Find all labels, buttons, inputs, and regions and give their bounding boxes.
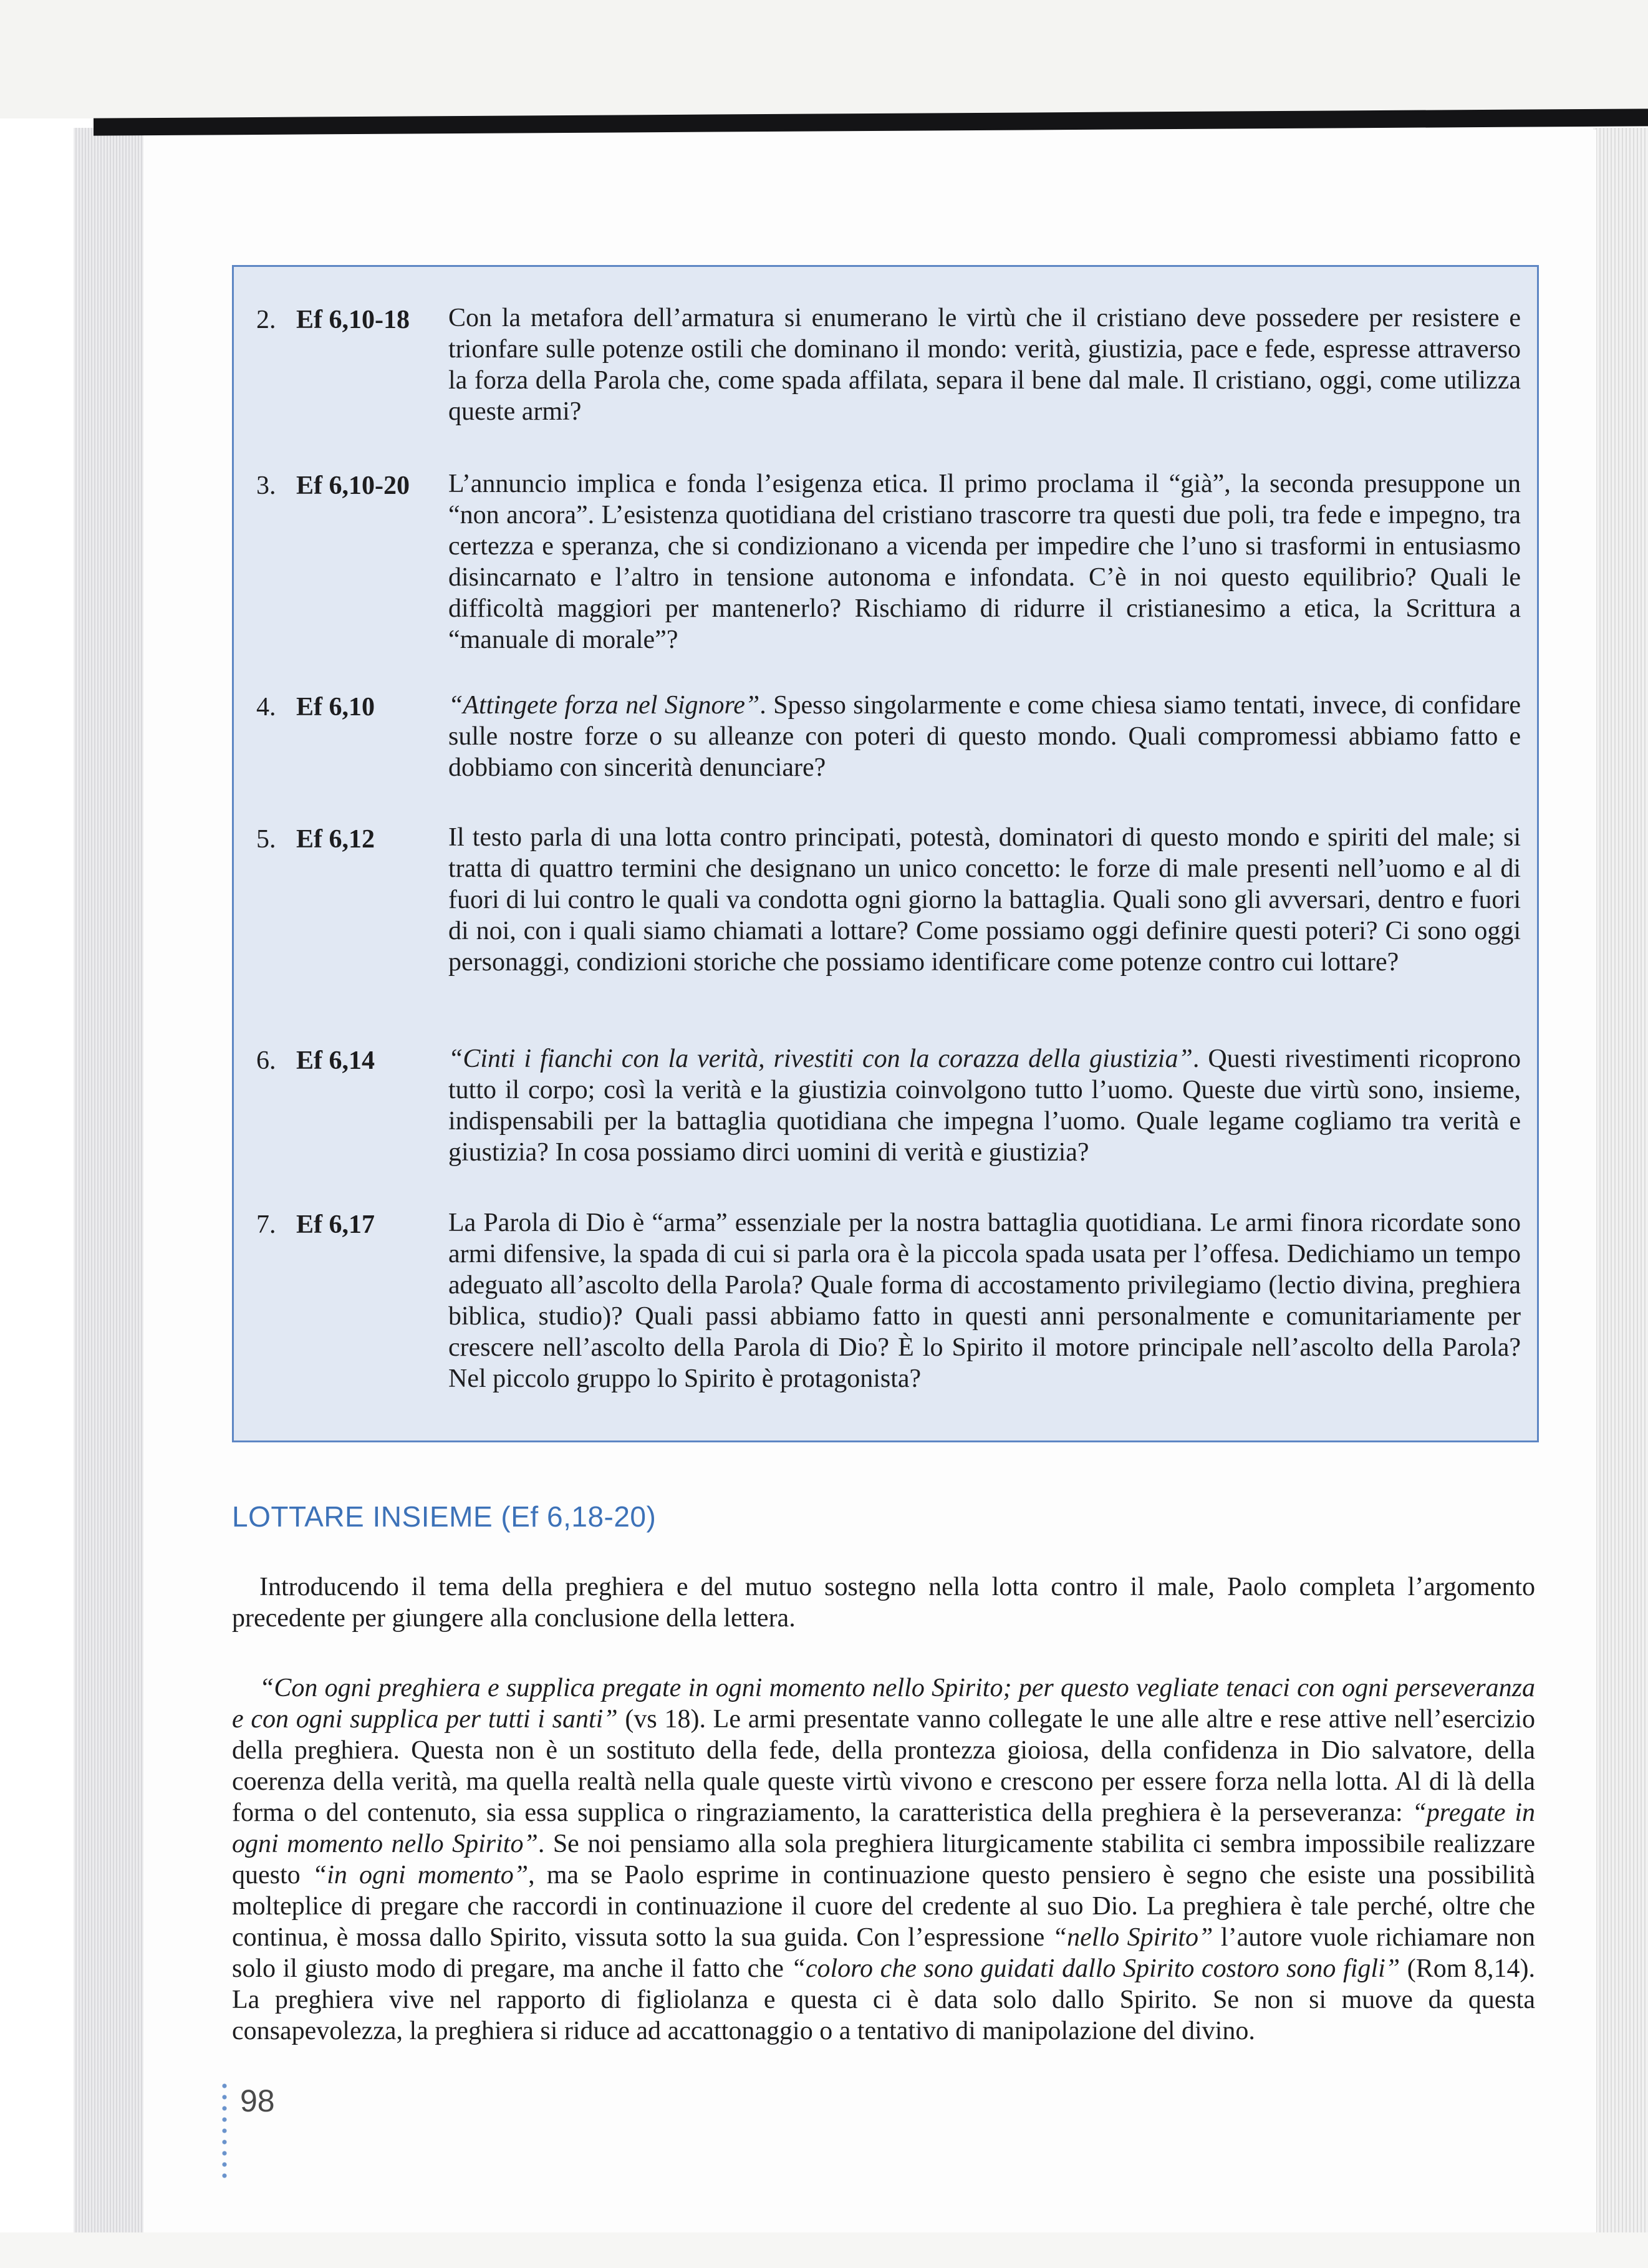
question-number: 4. bbox=[256, 693, 276, 721]
paragraph-quote: “in ogni momento” bbox=[312, 1861, 529, 1889]
question-quote: “Attingete forza nel Signore” bbox=[448, 691, 760, 720]
question-number: 7. bbox=[256, 1210, 276, 1239]
question-number: 3. bbox=[256, 471, 276, 500]
question-text bbox=[448, 302, 1521, 427]
paragraph-quote: “Con ogni preghiera e supplica pregate in ogni momento nello Spirito; per questo vegliate tenaci con ogni perseveranza e con ogni supplica per tutti i santi” bbox=[232, 1674, 1535, 1734]
paragraph-text-span: l’autore vuole richiamare non solo il giusto modo di pregare, ma anche il fatto che bbox=[232, 1923, 1535, 1983]
paragraph-text-span: (vs 18). Le armi presentate vanno collegate le une alle altre e rese attive nell’esercizio della preghiera. Questa non è un sostituto della fede, della prontezza gioiosa, della confidenza in Dio salvatore, della coerenza della verità, ma quella realtà nella quale queste virtù vivono e crescono per essere forza nella lotta. Al di là della forma o del contenuto, sia essa supplica o ringraziamento, la caratteristica della preghiera è la perseveranza: bbox=[232, 1705, 1535, 1827]
question-text-span: . Spesso singolarmente e come chiesa siamo tentati, invece, di confidare sulle nostre forze o su alleanze con poteri di questo mondo. Quali compromessi abbiamo fatto e dobbiamo con sincerità denunciare? bbox=[448, 691, 1521, 782]
question-reference: Ef 6,10-18 bbox=[296, 306, 410, 334]
question-reference: Ef 6,14 bbox=[296, 1046, 375, 1075]
question-text bbox=[448, 1207, 1521, 1394]
question-number: 6. bbox=[256, 1046, 276, 1075]
section-heading: LOTTARE INSIEME (Ef 6,18-20) bbox=[232, 1500, 657, 1533]
question-quote: “Cinti i fianchi con la verità, rivestiti con la corazza della giustizia” bbox=[448, 1045, 1193, 1073]
scan-background-bottom bbox=[0, 2232, 1648, 2268]
paragraph-text-span: , ma se Paolo esprime in continuazione questo pensiero è segno che esiste una possibilità molteplice di pregare che raccordi in continuazione il cuore del credente al suo Dio. La preghiera è tale perché, oltre che continua, è mossa dallo Spirito, vissuta sotto la sua guida. Con l’espressione bbox=[232, 1861, 1536, 1952]
question-number: 2. bbox=[256, 306, 276, 334]
scan-background-top bbox=[0, 0, 1648, 118]
paragraph-quote: “coloro che sono guidati dallo Spirito costoro sono figli” bbox=[791, 1954, 1400, 1983]
question-reference: Ef 6,10 bbox=[296, 693, 375, 721]
paragraph-quote: “pregate in ogni momento nello Spirito” bbox=[232, 1798, 1536, 1858]
page-stack-left-edge bbox=[74, 128, 148, 2236]
page-stack-right-edge bbox=[1593, 128, 1648, 2242]
page-number: 98 bbox=[240, 2083, 275, 2118]
page-number-dots bbox=[221, 2080, 228, 2180]
question-text-span: L’annuncio implica e fonda l’esigenza etica. Il primo proclama il “già”, la seconda presuppone un “non ancora”. L’esistenza quotidiana del cristiano trascorre tra questi due poli, tra fede e impegno, tra certezza e speranza, che si condizionano a vicenda per impedire che l’uno si trasformi in entusiasmo disincarnato e l’altro in tensione autonoma e infondata. C’è in noi questo equilibrio? Quali le difficoltà maggiori per mantenerlo? Rischiamo di ridurre il cristianesimo a etica, la Scrittura a “manuale di morale”? bbox=[448, 470, 1521, 654]
question-reference: Ef 6,10-20 bbox=[296, 471, 410, 500]
question-text-span: Il testo parla di una lotta contro principati, potestà, dominatori di questo mondo e spiriti del male; si tratta di quattro termini che designano un unico concetto: le forze di male presenti nell’uomo e al di fuori di lui contro le quali va condotta ogni giorno la battaglia. Quali sono gli avversari, dentro e fuori di noi, con i quali siamo chiamati a lottare? Come possiamo oggi definire questi poteri? Ci sono oggi personaggi, condizioni storiche che possiamo identificare come potenze contro cui lottare? bbox=[448, 823, 1521, 977]
question-text bbox=[448, 468, 1521, 655]
paragraph-quote: “nello Spirito” bbox=[1052, 1923, 1213, 1952]
question-text bbox=[448, 690, 1521, 783]
body-paragraph bbox=[232, 1672, 1535, 2047]
paragraph-text-span: . Se noi pensiamo alla sola preghiera liturgicamente stabilita ci sembra impossibile realizzare questo bbox=[232, 1830, 1535, 1889]
question-text-span: . Questi rivestimenti ricoprono tutto il corpo; così la verità e la giustizia coinvolgono tutto l’uomo. Queste due virtù sono, insieme, indispensabili per la battaglia quotidiana che impegna l’uomo. Quale legame cogliamo tra verità e giustizia? In cosa possiamo dirci uomini di verità e giustizia? bbox=[448, 1045, 1521, 1167]
questions-box bbox=[232, 265, 1539, 1442]
paragraph-text-span: Introducendo il tema della preghiera e del mutuo sostegno nella lotta contro il male, Paolo completa l’argomento precedente per giungere alla conclusione della lettera. bbox=[232, 1573, 1535, 1633]
body-paragraph bbox=[232, 1571, 1535, 1634]
question-text bbox=[448, 822, 1521, 978]
question-number: 5. bbox=[256, 825, 276, 854]
question-reference: Ef 6,17 bbox=[296, 1210, 375, 1239]
question-text bbox=[448, 1043, 1521, 1168]
question-text-span: Con la metafora dell’armatura si enumerano le virtù che il cristiano deve possedere per resistere e trionfare sulle potenze ostili che dominano il mondo: verità, giustizia, pace e fede, espresse attraverso la forza della Parola che, come spada affilata, separa il bene dal male. Il cristiano, oggi, come utilizza queste armi? bbox=[448, 304, 1521, 426]
question-text-span: La Parola di Dio è “arma” essenziale per la nostra battaglia quotidiana. Le armi finora ricordate sono armi difensive, la spada di cui si parla ora è la piccola spada usata per l’offesa. Dedichiamo un tempo adeguato all’ascolto della Parola? Quale forma di accostamento privilegiamo (lectio divina, preghiera biblica, studio)? Quali passi abbiamo fatto in questi anni personalmente e comunitariamente per crescere nell’ascolto della Parola di Dio? È lo Spirito il motore principale nell’ascolto della Parola? Nel piccolo gruppo lo Spirito è protagonista? bbox=[448, 1209, 1521, 1393]
paragraph-text-span: (Rom 8,14). La preghiera vive nel rapporto di figliolanza e questa ci è data solo dallo Spirito. Se non si muove da questa consapevolezza, la preghiera si riduce ad accattonaggio o a tentativo di manipolazione del divino. bbox=[232, 1954, 1536, 2045]
question-reference: Ef 6,12 bbox=[296, 825, 375, 854]
